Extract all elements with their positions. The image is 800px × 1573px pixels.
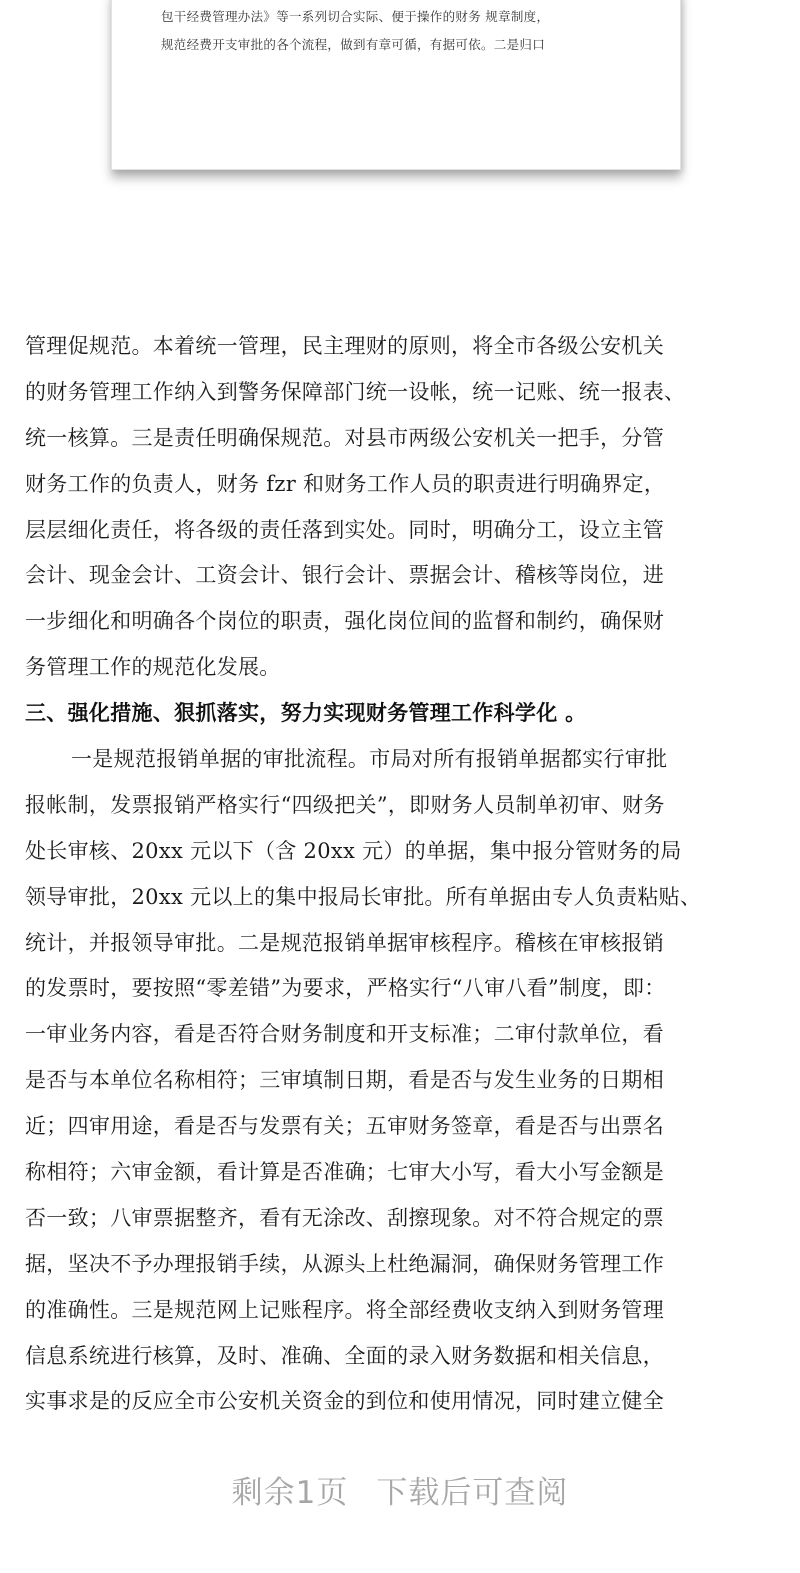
- paragraph-line: 一是规范报销单据的审批流程。市局对所有报销单据都实行审批: [71, 747, 668, 772]
- paragraph-line: 的财务管理工作纳入到警务保障部门统一设帐，统一记账、统一报表、: [25, 379, 686, 404]
- preview-line: 包干经费管理办法》等一系列切合实际、便于操作的财务 规章制度，: [161, 9, 550, 24]
- download-prompt[interactable]: [0, 1467, 800, 1512]
- paragraph-line: 会计、现金会计、工资会计、银行会计、票据会计、稽核等岗位，进: [25, 563, 664, 588]
- paragraph-line: 信息系统进行核算，及时、准确、全面的录入财务数据和相关信息，: [25, 1343, 664, 1368]
- paragraph-line: 统一核算。三是责任明确保规范。对县市两级公安机关一把手，分管: [25, 425, 664, 450]
- paragraph-line: 一步细化和明确各个岗位的职责，强化岗位间的监督和制约，确保财: [25, 609, 664, 634]
- previous-page-preview: [111, 0, 681, 170]
- paragraph-line: 财务工作的负责人，财务 fzr 和财务工作人员的职责进行明确界定，: [25, 471, 666, 496]
- paragraph-line: 实事求是的反应全市公安机关资金的到位和使用情况，同时建立健全: [25, 1389, 664, 1414]
- paragraph-line: 是否与本单位名称相符；三审填制日期，看是否与发生业务的日期相: [25, 1068, 664, 1093]
- document-body: [25, 324, 795, 1425]
- remaining-pages-label: 剩余1页: [231, 1475, 349, 1511]
- paragraph-line: 务管理工作的规范化发展。: [25, 655, 281, 680]
- paragraph-line: 否一致；八审票据整齐，看有无涂改、刮擦现象。对不符合规定的票: [25, 1205, 664, 1230]
- paragraph-line: 的准确性。三是规范网上记账程序。将全部经费收支纳入到财务管理: [25, 1297, 664, 1322]
- paragraph-line: 称相符；六审金额，看计算是否准确；七审大小写，看大小写金额是: [25, 1160, 664, 1185]
- paragraph-line: 领导审批，20xx 元以上的集中报局长审批。所有单据由专人负责粘贴、: [25, 884, 702, 909]
- paragraph-line: 处长审核、20xx 元以下（含 20xx 元）的单据，集中报分管财务的局: [25, 838, 682, 863]
- download-hint-label: 下载后可查阅: [376, 1475, 569, 1511]
- paragraph-line: 近；四审用途，看是否与发票有关；五审财务签章，看是否与出票名: [25, 1114, 664, 1139]
- paragraph-line: 的发票时，要按照“零差错”为要求，严格实行“八审八看”制度，即：: [25, 976, 666, 1001]
- section-heading: 三、强化措施、狠抓落实，努力实现财务管理工作科学化 。: [25, 701, 587, 726]
- paragraph-line: 据，坚决不予办理报销手续，从源头上杜绝漏洞，确保财务管理工作: [25, 1251, 664, 1276]
- paragraph-line: 报帐制，发票报销严格实行“四级把关”，即财务人员制单初审、财务: [25, 792, 665, 817]
- preview-line: 规范经费开支审批的各个流程，做到有章可循，有据可依。二是归口: [161, 37, 546, 52]
- paragraph-line: 统计，并报领导审批。二是规范报销单据审核程序。稽核在审核报销: [25, 930, 664, 955]
- paragraph-line: 一审业务内容，看是否符合财务制度和开支标准；二审付款单位，看: [25, 1022, 664, 1047]
- paragraph-line: 层层细化责任，将各级的责任落到实处。同时，明确分工，设立主管: [25, 517, 664, 542]
- paragraph-line: 管理促规范。本着统一管理，民主理财的原则，将全市各级公安机关: [25, 334, 664, 358]
